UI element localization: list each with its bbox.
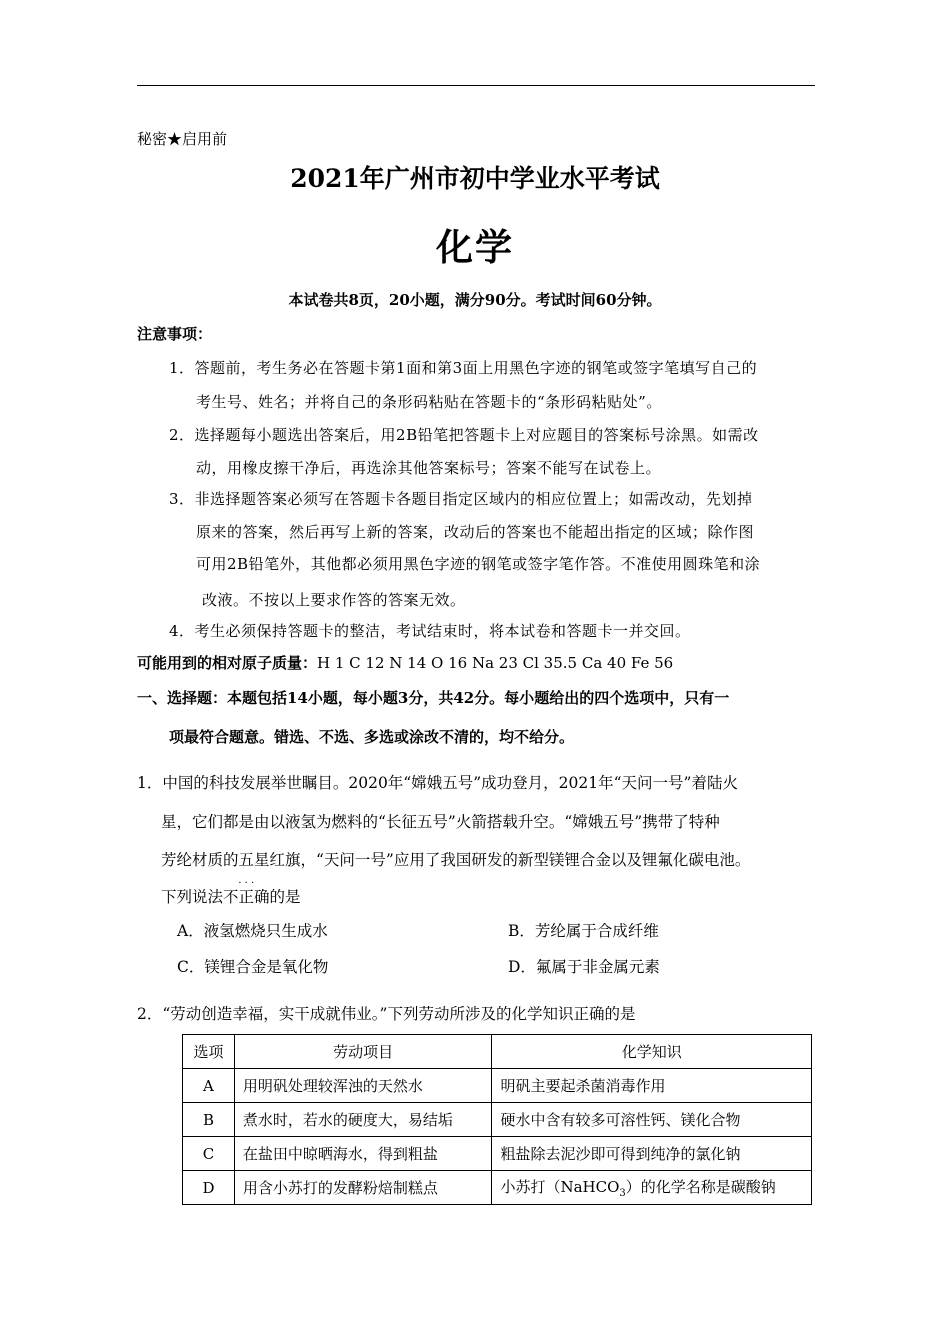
atomic-mass-line — [137, 652, 673, 673]
section1-line-2: 项最符合题意。错选、不选、多选或涂改不清的，均不给分。 — [169, 728, 575, 746]
table-row — [183, 1103, 812, 1137]
q1-line-2: 星，它们都是由以液氢为燃料的“长征五号”火箭搭载升空。“嫦娥五号”携带了特种 — [161, 813, 720, 831]
table-row — [183, 1137, 812, 1171]
row-b-option: B — [183, 1103, 235, 1137]
notice-item-3-line-1: 3．非选择题答案必须写在答题卡各题目指定区域内的相应位置上；如需改动，先划掉 — [169, 490, 753, 508]
row-c-task: 在盐田中晾晒海水，得到粗盐 — [234, 1137, 492, 1171]
notice-item-2-line-1: 2．选择题每小题选出答案后，用2B铅笔把答题卡上对应题目的答案标号涂黑。如需改 — [169, 426, 759, 444]
row-a-knowledge: 明矾主要起杀菌消毒作用 — [492, 1069, 812, 1103]
q1-emphasis — [223, 878, 270, 906]
row-d-knowledge — [492, 1171, 812, 1205]
table-header-task: 劳动项目 — [234, 1035, 492, 1069]
notice-item-3-line-3: 可用2B铅笔外，其他都必须用黑色字迹的钢笔或签字笔作答。不准使用圆珠笔和涂 — [196, 555, 761, 573]
section1-line-1: 一、选择题：本题包括14小题，每小题3分，共42分。每小题给出的四个选项中，只有一 — [137, 689, 730, 707]
q1-option-c: C．镁锂合金是氧化物 — [177, 958, 329, 976]
row-d-knowledge-pre: 小苏打（NaHCO — [500, 1178, 620, 1196]
q1-option-a: A．液氢燃烧只生成水 — [177, 922, 328, 940]
emphasis-dots: · · · — [238, 878, 255, 889]
secret-label: 秘密★启用前 — [137, 130, 228, 148]
q1-option-b: B．芳纶属于合成纤维 — [508, 922, 659, 940]
subject-title: 化学 — [436, 225, 514, 269]
notice-item-3-line-4: 改液。不按以上要求作答的答案无效。 — [202, 591, 466, 609]
exam-title: 2021年广州市初中学业水平考试 — [290, 164, 660, 193]
row-d-knowledge-sub: 3 — [619, 1188, 626, 1199]
exam-info: 本试卷共8页，20小题，满分90分。考试时间60分钟。 — [288, 291, 662, 309]
q2-stem: 2．“劳动创造幸福，实干成就伟业。”下列劳动所涉及的化学知识正确的是 — [137, 1005, 636, 1023]
table-row — [183, 1171, 812, 1205]
q1-line-4 — [161, 878, 301, 907]
table-header-option: 选项 — [183, 1035, 235, 1069]
notice-item-4: 4．考生必须保持答题卡的整洁，考试结束时，将本试卷和答题卡一并交回。 — [169, 622, 691, 640]
notice-item-3-line-2: 原来的答案，然后再写上新的答案，改动后的答案也不能超出指定的区域；除作图 — [196, 523, 755, 541]
notice-item-2-line-2: 动，用橡皮擦干净后，再选涂其他答案标号；答案不能写在试卷上。 — [196, 459, 662, 477]
row-b-knowledge: 硬水中含有较多可溶性钙、镁化合物 — [492, 1103, 812, 1137]
q1-emphasis-text: 不正确 — [223, 888, 270, 906]
atomic-mass-values: H 1 C 12 N 14 O 16 Na 23 Cl 35.5 Ca 40 Fe 56 — [317, 654, 674, 672]
q1-line-1: 1．中国的科技发展举世瞩目。2020年“嫦娥五号”成功登月，2021年“天问一号”着陆火 — [137, 774, 738, 792]
top-rule — [137, 85, 815, 86]
notice-heading: 注意事项： — [137, 325, 213, 343]
table-header-row — [183, 1035, 812, 1069]
q1-line-4-post: 的是 — [269, 888, 301, 906]
row-c-option: C — [183, 1137, 235, 1171]
q1-line-3: 芳纶材质的五星红旗，“天问一号”应用了我国研发的新型镁锂合金以及锂氟化碳电池。 — [161, 851, 751, 869]
notice-item-1-line-2: 考生号、姓名；并将自己的条形码粘贴在答题卡的“条形码粘贴处”。 — [196, 393, 662, 411]
q1-line-4-pre: 下列说法 — [161, 888, 224, 906]
row-d-knowledge-post: ）的化学名称是碳酸钠 — [625, 1178, 776, 1196]
notice-item-1-line-1: 1．答题前，考生务必在答题卡第1面和第3面上用黑色字迹的钢笔或签字笔填写自己的 — [169, 359, 758, 377]
table-header-knowledge: 化学知识 — [492, 1035, 812, 1069]
table-row — [183, 1069, 812, 1103]
atomic-mass-label: 可能用到的相对原子质量： — [137, 654, 318, 672]
row-c-knowledge: 粗盐除去泥沙即可得到纯净的氯化钠 — [492, 1137, 812, 1171]
row-a-option: A — [183, 1069, 235, 1103]
q2-table — [182, 1034, 812, 1205]
row-a-task: 用明矾处理较浑浊的天然水 — [234, 1069, 492, 1103]
q1-option-d: D．氟属于非金属元素 — [508, 958, 660, 976]
row-d-task: 用含小苏打的发酵粉焙制糕点 — [234, 1171, 492, 1205]
row-d-option: D — [183, 1171, 235, 1205]
row-b-task: 煮水时，若水的硬度大，易结垢 — [234, 1103, 492, 1137]
